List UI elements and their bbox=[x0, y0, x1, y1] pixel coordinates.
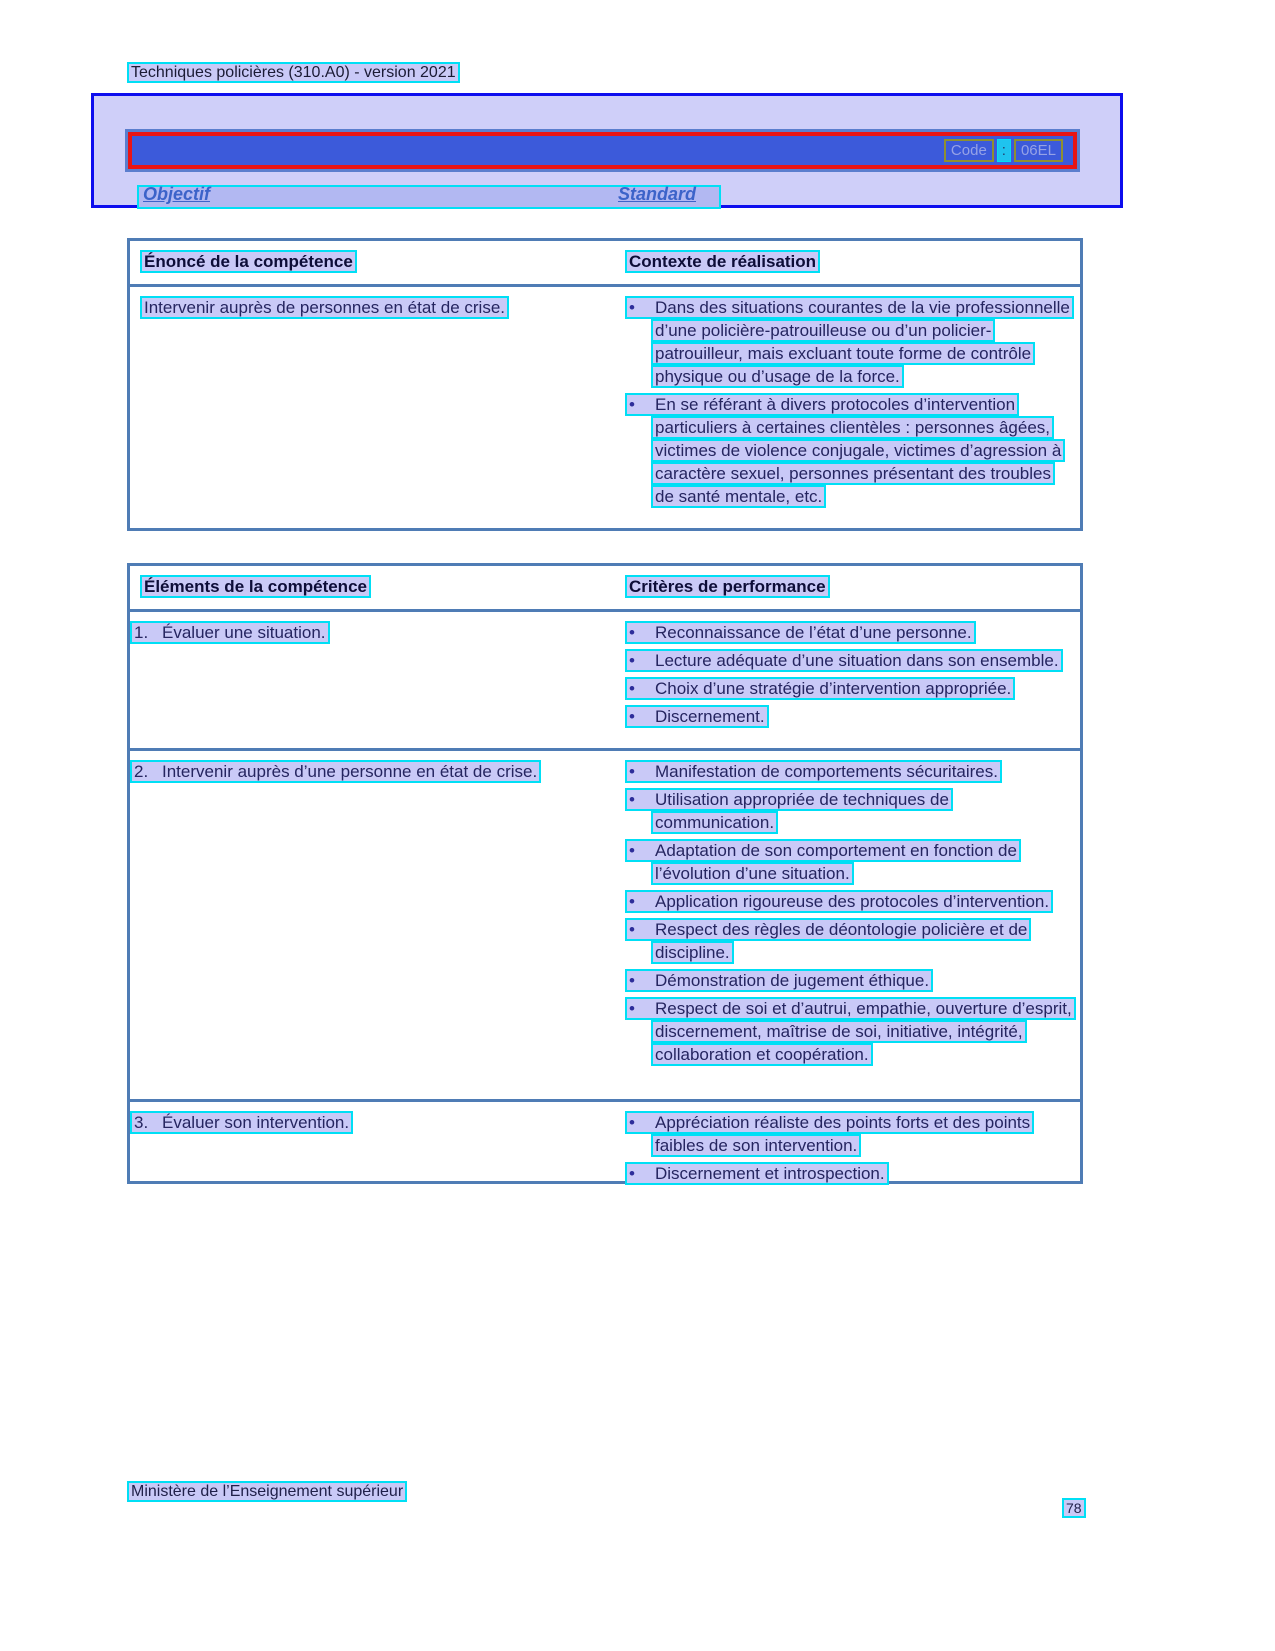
bullet-text: Manifestation de comportements sécuritaires. bbox=[655, 762, 998, 781]
objectif-heading: Objectif bbox=[143, 184, 211, 204]
statement-text: Intervenir auprès de personnes en état de crise. bbox=[140, 296, 509, 319]
bullet-text: Utilisation appropriée de techniques de communication. bbox=[655, 790, 949, 832]
bullet-item bbox=[625, 621, 1072, 644]
element-row-1 bbox=[130, 609, 1080, 748]
bullet-dot-icon: • bbox=[629, 679, 635, 698]
competency-statement-table bbox=[127, 238, 1083, 531]
element-text: Évaluer une situation. bbox=[162, 623, 326, 642]
bullet-item bbox=[625, 969, 1072, 992]
bullet-text: Application rigoureuse des protocoles d’intervention. bbox=[655, 892, 1050, 911]
element-row-2 bbox=[130, 748, 1080, 1099]
criteria-cell bbox=[610, 612, 1080, 748]
code-separator: : bbox=[997, 139, 1011, 162]
bullet-item bbox=[625, 997, 1072, 1066]
bullet-dot-icon: • bbox=[629, 971, 635, 990]
context-cell bbox=[610, 287, 1080, 528]
statement-cell bbox=[130, 287, 610, 528]
standard-heading: Standard bbox=[618, 184, 697, 204]
bullet-item bbox=[625, 705, 1072, 728]
bullet-text: Appréciation réaliste des points forts et des points faibles de son intervention. bbox=[655, 1113, 1031, 1155]
bullet-item bbox=[625, 1162, 1072, 1185]
page-number: 78 bbox=[1062, 1500, 1086, 1516]
table2-header-right: Critères de performance bbox=[610, 566, 1080, 609]
element-text: Évaluer son intervention. bbox=[162, 1113, 350, 1132]
element-row-3 bbox=[130, 1099, 1080, 1181]
bullet-text: Discernement. bbox=[655, 707, 765, 726]
element-cell bbox=[130, 612, 610, 748]
bullet-text: Démonstration de jugement éthique. bbox=[655, 971, 930, 990]
bullet-text: Discernement et introspection. bbox=[655, 1164, 885, 1183]
bullet-item bbox=[625, 890, 1072, 913]
row-number: 3. bbox=[134, 1113, 149, 1132]
bullet-dot-icon: • bbox=[629, 841, 635, 860]
code-label: Code bbox=[944, 139, 994, 162]
objective-standard-panel bbox=[91, 93, 1123, 208]
bullet-text: Adaptation de son comportement en fonction de l’évolution d’une situation. bbox=[655, 841, 1017, 883]
bullet-dot-icon: • bbox=[629, 920, 635, 939]
bullet-dot-icon: • bbox=[629, 1164, 635, 1183]
bullet-text: Dans des situations courantes de la vie professionnelle d’une policière-patrouilleuse ou d’un policier-patrouilleur, mais excluant toute forme de contrôle physique ou d’usage de la force. bbox=[655, 298, 1070, 386]
bullet-item bbox=[625, 918, 1072, 964]
bullet-item bbox=[625, 760, 1072, 783]
document-title: Techniques policières (310.A0) - version 2021 bbox=[127, 62, 460, 83]
section-heading-band bbox=[137, 185, 721, 209]
table2-header-row bbox=[130, 566, 1080, 609]
bullet-dot-icon: • bbox=[629, 999, 635, 1018]
bullet-dot-icon: • bbox=[629, 298, 635, 317]
element-text: Intervenir auprès d’une personne en état de crise. bbox=[162, 762, 538, 781]
bullet-item bbox=[625, 839, 1072, 885]
bullet-text: Choix d’une stratégie d’intervention appropriée. bbox=[655, 679, 1012, 698]
row-number: 2. bbox=[134, 762, 149, 781]
bullet-dot-icon: • bbox=[629, 892, 635, 911]
document-header bbox=[127, 64, 460, 82]
bullet-item bbox=[625, 677, 1072, 700]
table1-header-left: Énoncé de la compétence bbox=[130, 241, 610, 284]
table1-body-row bbox=[130, 284, 1080, 528]
code-value: 06EL bbox=[1014, 139, 1063, 162]
bullet-dot-icon: • bbox=[629, 790, 635, 809]
bullet-dot-icon: • bbox=[629, 395, 635, 414]
competency-elements-table bbox=[127, 563, 1083, 1184]
bullet-item bbox=[625, 296, 1072, 388]
bullet-text: Respect des règles de déontologie policière et de discipline. bbox=[655, 920, 1028, 962]
bullet-dot-icon: • bbox=[629, 762, 635, 781]
bullet-item bbox=[625, 649, 1072, 672]
document-footer bbox=[127, 1483, 407, 1501]
criteria-cell bbox=[610, 1102, 1080, 1190]
bullet-dot-icon: • bbox=[629, 1113, 635, 1132]
bullet-dot-icon: • bbox=[629, 707, 635, 726]
table2-header-left: Éléments de la compétence bbox=[130, 566, 610, 609]
bullet-item bbox=[625, 393, 1072, 508]
bullet-item bbox=[625, 788, 1072, 834]
bullet-dot-icon: • bbox=[629, 651, 635, 670]
bullet-dot-icon: • bbox=[629, 623, 635, 642]
table1-header-right: Contexte de réalisation bbox=[610, 241, 1080, 284]
row-number: 1. bbox=[134, 623, 149, 642]
bullet-text: Reconnaissance de l’état d’une personne. bbox=[655, 623, 972, 642]
bullet-text: En se référant à divers protocoles d’intervention particuliers à certaines clientèles : personnes âgées, victimes de violence conjugale, victimes d’agression à caractère sexuel, personnes présentant des troubles de santé mentale, etc. bbox=[655, 395, 1062, 506]
bullet-text: Respect de soi et d’autrui, empathie, ouverture d’esprit, discernement, maîtrise de soi, initiative, intégrité, collaboration et coopération. bbox=[655, 999, 1072, 1064]
code-area bbox=[944, 139, 1063, 162]
bullet-text: Lecture adéquate d’une situation dans son ensemble. bbox=[655, 651, 1059, 670]
table1-header-row bbox=[130, 241, 1080, 284]
criteria-cell bbox=[610, 751, 1080, 1099]
element-cell bbox=[130, 1102, 610, 1190]
footer-text: Ministère de l’Enseignement supérieur bbox=[127, 1481, 407, 1502]
title-banner bbox=[128, 132, 1077, 169]
bullet-item bbox=[625, 1111, 1072, 1157]
element-cell bbox=[130, 751, 610, 1099]
